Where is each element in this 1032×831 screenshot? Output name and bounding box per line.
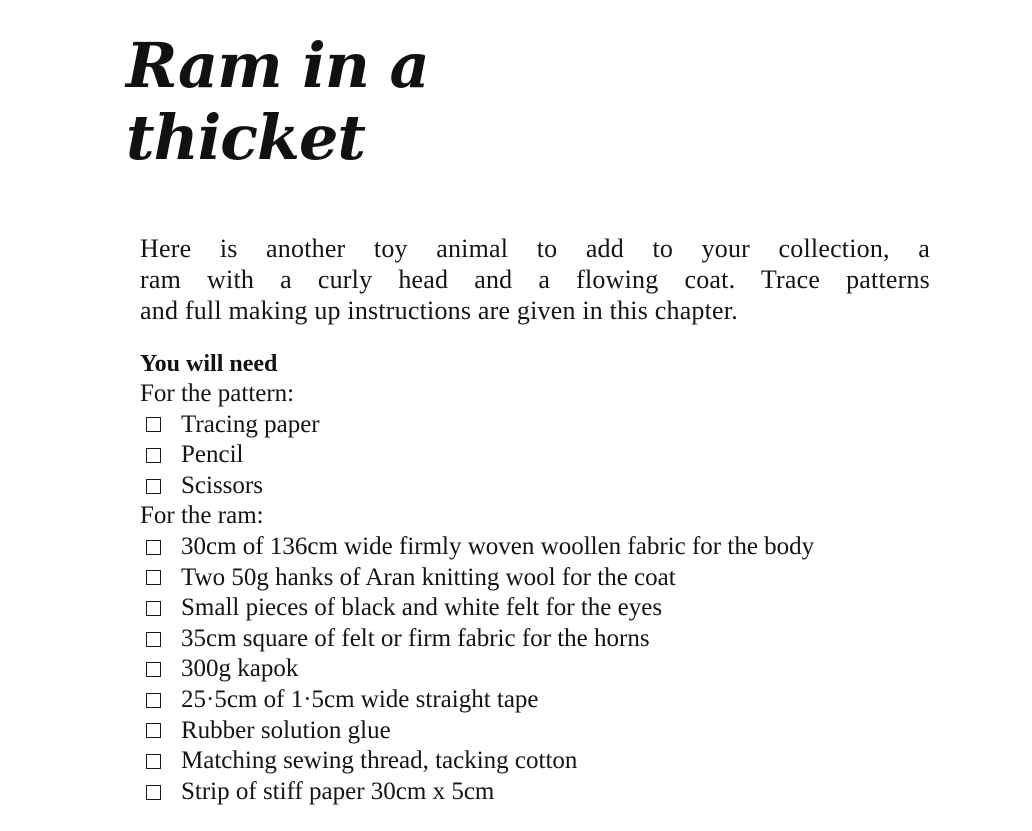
checkbox-icon[interactable] <box>146 785 161 800</box>
checklist-item[interactable] <box>140 471 940 502</box>
item-label: Tracing paper <box>181 410 320 438</box>
checklist-item[interactable] <box>140 685 940 716</box>
checklist-item[interactable] <box>140 563 940 594</box>
checklist-item[interactable] <box>140 777 940 808</box>
checklist-item[interactable] <box>140 624 940 655</box>
item-label: Two 50g hanks of Aran knitting wool for the coat <box>181 563 676 591</box>
checkbox-icon[interactable] <box>146 723 161 738</box>
checkbox-icon[interactable] <box>146 754 161 769</box>
checkbox-icon[interactable] <box>146 540 161 555</box>
checkbox-icon[interactable] <box>146 632 161 647</box>
item-label: 25·5cm of 1·5cm wide straight tape <box>181 685 539 713</box>
checklist-item[interactable] <box>140 654 940 685</box>
item-label: Rubber solution glue <box>181 716 391 744</box>
item-label: 35cm square of felt or firm fabric for the horns <box>181 624 650 652</box>
intro-line-2: ram with a curly head and a flowing coat. Trace patterns <box>140 265 930 294</box>
checkbox-icon[interactable] <box>146 693 161 708</box>
item-label: Scissors <box>181 471 263 499</box>
page-title <box>126 30 429 174</box>
intro-line-3: and full making up instructions are given in this chapter. <box>140 296 738 325</box>
title-line-2: thicket <box>126 101 366 174</box>
checklist-item[interactable] <box>140 440 940 471</box>
checklist-item[interactable] <box>140 593 940 624</box>
intro-line-1: Here is another toy animal to add to your collection, a <box>140 234 930 263</box>
checkbox-icon[interactable] <box>146 448 161 463</box>
item-label: Small pieces of black and white felt for the eyes <box>181 594 663 622</box>
title-line-1: Ram in a <box>126 29 429 102</box>
checkbox-icon[interactable] <box>146 570 161 585</box>
checklist-item[interactable] <box>140 746 940 777</box>
checkbox-icon[interactable] <box>146 417 161 432</box>
item-label: Pencil <box>181 441 244 469</box>
materials-section <box>140 349 940 807</box>
checkbox-icon[interactable] <box>146 601 161 616</box>
materials-heading: You will need <box>140 351 278 377</box>
checklist-item[interactable] <box>140 410 940 441</box>
ram-section-label: For the ram: <box>140 502 264 530</box>
checklist-item[interactable] <box>140 532 940 563</box>
item-label: 30cm of 136cm wide firmly woven woollen fabric for the body <box>181 532 815 560</box>
checkbox-icon[interactable] <box>146 662 161 677</box>
intro-paragraph <box>140 233 930 326</box>
item-label: Matching sewing thread, tacking cotton <box>181 747 578 775</box>
checkbox-icon[interactable] <box>146 479 161 494</box>
item-label: 300g kapok <box>181 655 299 683</box>
checklist-item[interactable] <box>140 716 940 747</box>
pattern-section-label: For the pattern: <box>140 380 295 407</box>
item-label: Strip of stiff paper 30cm x 5cm <box>181 777 495 805</box>
